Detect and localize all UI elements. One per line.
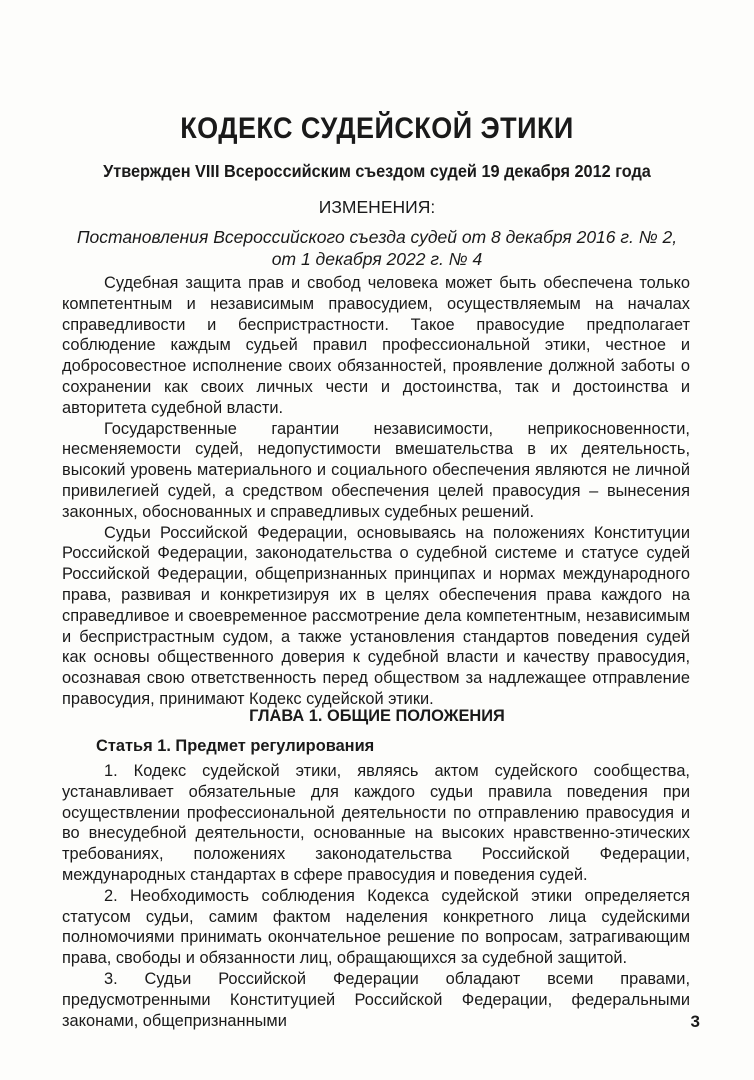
paragraph: 2. Необходимость соблюдения Кодекса судейской этики определяется статусом судьи, самим фактом наделения конкретного лица судейскими полномочиями принимать окончательное решение по вопросам, затрагивающим права, свободы и обязанности лиц, обращающихся за судебной защитой. bbox=[62, 886, 690, 968]
chapter-heading: ГЛАВА 1. ОБЩИЕ ПОЛОЖЕНИЯ bbox=[249, 707, 505, 725]
article-body bbox=[62, 761, 690, 1031]
preamble bbox=[62, 273, 690, 710]
paragraph: Государственные гарантии независимости, неприкосновенности, несменяемости судей, недопустимости вмешательства в их деятельность, высокий уровень материального и социального обеспечения являются не личной привилегией судей, а средством обеспечения целей правосудия – вынесения законных, обоснованных и справедливых судебных решений. bbox=[62, 419, 690, 521]
changes-label: ИЗМЕНЕНИЯ: bbox=[318, 197, 436, 217]
changes-text: Постановления Всероссийского съезда судей от 8 декабря 2016 г. № 2, от 1 декабря 2022 г. № 4 bbox=[76, 227, 678, 269]
document-title: КОДЕКС СУДЕЙСКОЙ ЭТИКИ bbox=[180, 112, 574, 145]
paragraph: Судебная защита прав и свобод человека может быть обеспечена только компетентным и независимым правосудием, осуществляемым на началах справедливости и беспристрастности. Такое правосудие предполагает соблюдение каждым судьей правил профессиональной этики, честное и добросовестное исполнение своих обязанностей, проявление должной заботы о сохранении как своих личных чести и достоинства, так и достоинства и авторитета судебной власти. bbox=[62, 274, 690, 417]
paragraph: 3. Судьи Российской Федерации обладают всеми правами, предусмотренными Конституцией Российской Федерации, федеральными законами, общепризнанными bbox=[62, 969, 690, 1030]
article-heading: Статья 1. Предмет регулирования bbox=[96, 737, 375, 755]
paragraph: Судьи Российской Федерации, основываясь на положениях Конституции Российской Федерации, законодательства о судебной системе и статусе судей Российской Федерации, общепризнанных принципах и нормах международного права, развивая и конкретизируя их в целях обеспечения права каждого на справедливое и своевременное рассмотрение дела компетентным, независимым и беспристрастным судом, а также установления стандартов поведения судей как основы общественного доверия к судебной власти и качеству правосудия, осознавая свою ответственность перед обществом за надлежащее отправление правосудия, принимают Кодекс судейской этики. bbox=[62, 523, 690, 708]
paragraph: 1. Кодекс судейской этики, являясь актом судейского сообщества, устанавливает обязательные для каждого судьи правила поведения при осуществлении профессиональной деятельности по отправлению правосудия и во внесудебной деятельности, основанные на высоких нравственно-этических требованиях, положениях законодательства Российской Федерации, международных стандартах в сфере правосудия и поведения судей. bbox=[62, 762, 690, 884]
approval-line: Утвержден VIII Всероссийским съездом судей 19 декабря 2012 года bbox=[103, 161, 651, 181]
page-number: 3 bbox=[690, 1012, 700, 1031]
